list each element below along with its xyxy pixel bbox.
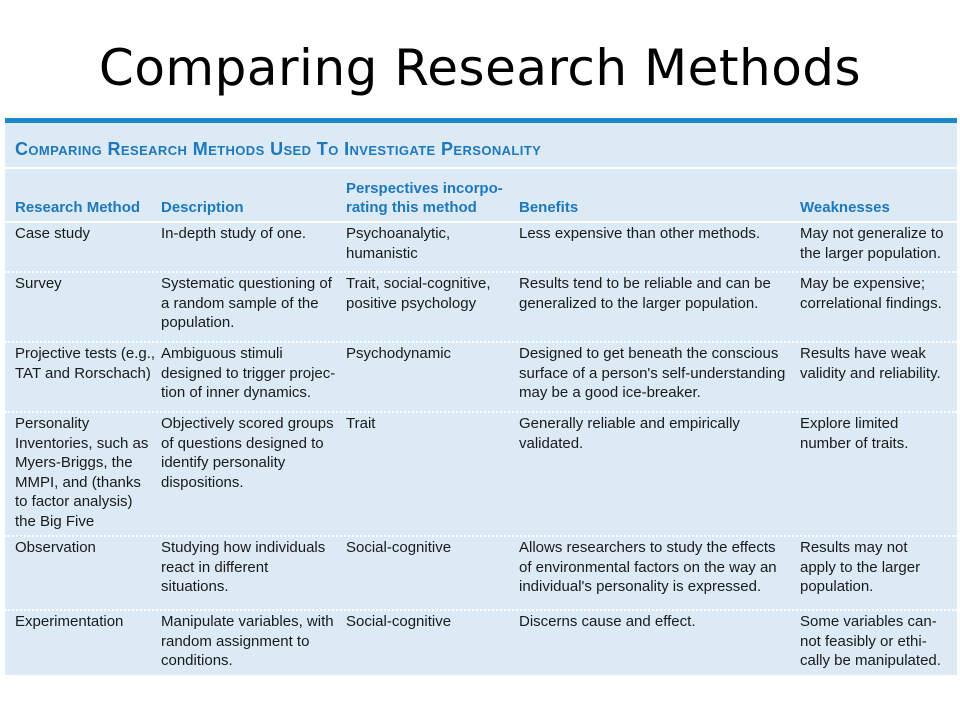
header-benefits: Benefits: [519, 199, 579, 216]
header-research-method: Research Method: [15, 199, 141, 216]
table-row: [5, 341, 957, 413]
cell-description: In-depth study of one.: [161, 225, 307, 242]
cell-method: Experimentation: [15, 613, 124, 630]
table-row: [5, 271, 957, 343]
cell-weaknesses: Results have weak validity and reliability.: [800, 345, 941, 382]
cell-description: Ambiguous stimuli designed to trigger projec- tion of inner dynamics.: [161, 345, 336, 401]
cell-method: Survey: [15, 275, 62, 292]
cell-description: Objectively scored groups of questions designed to identify personality dispositions.: [161, 415, 334, 491]
cell-benefits: Generally reliable and empirically validated.: [519, 415, 740, 452]
header-perspectives: Perspectives incorpo- rating this method: [346, 180, 503, 216]
header-description: Description: [161, 199, 244, 216]
cell-description: Systematic questioning of a random sample of the population.: [161, 275, 332, 331]
cell-benefits: Discerns cause and effect.: [519, 613, 696, 630]
cell-weaknesses: Results may not apply to the larger population.: [800, 539, 921, 595]
cell-perspectives: Psychoanalytic, humanistic: [346, 225, 451, 262]
table-caption: Comparing Research Methods Used To Investigate Personality: [15, 139, 542, 159]
table-header-row: [5, 167, 957, 223]
cell-method: Personality Inventories, such as Myers-Briggs, the MMPI, and (thanks to factor analysis) the Big Five: [15, 415, 149, 530]
cell-perspectives: Social-cognitive: [346, 539, 452, 556]
table-row: [5, 609, 957, 673]
cell-perspectives: Psychodynamic: [346, 345, 452, 362]
cell-method: Projective tests (e.g., TAT and Rorschach): [15, 345, 156, 382]
cell-weaknesses: May not generalize to the larger population.: [800, 225, 944, 262]
slide-title: Comparing Research Methods: [98, 39, 862, 97]
header-weaknesses: Weaknesses: [800, 199, 890, 216]
cell-weaknesses: Explore limited number of traits.: [800, 415, 909, 452]
research-methods-table: [5, 118, 957, 675]
cell-weaknesses: Some variables can- not feasibly or ethi- cally be manipulated.: [800, 613, 941, 669]
cell-method: Observation: [15, 539, 96, 556]
cell-description: Manipulate variables, with random assignment to conditions.: [161, 613, 334, 669]
cell-benefits: Results tend to be reliable and can be generalized to the larger population.: [519, 275, 771, 312]
cell-perspectives: Trait: [346, 415, 376, 432]
cell-method: Case study: [15, 225, 91, 242]
cell-perspectives: Trait, social-cognitive, positive psychology: [346, 275, 491, 312]
cell-perspectives: Social-cognitive: [346, 613, 452, 630]
cell-benefits: Allows researchers to study the effects of environmental factors on the way an individual's personality is expressed.: [519, 539, 777, 595]
table-row: [5, 221, 957, 273]
table-row: [5, 411, 957, 537]
table-row: [5, 535, 957, 611]
cell-benefits: Designed to get beneath the conscious surface of a person's self-understanding may be a good ice-breaker.: [519, 345, 786, 401]
cell-benefits: Less expensive than other methods.: [519, 225, 760, 242]
cell-weaknesses: May be expensive; correlational findings.: [800, 275, 942, 312]
cell-description: Studying how individuals react in different situations.: [161, 539, 326, 595]
